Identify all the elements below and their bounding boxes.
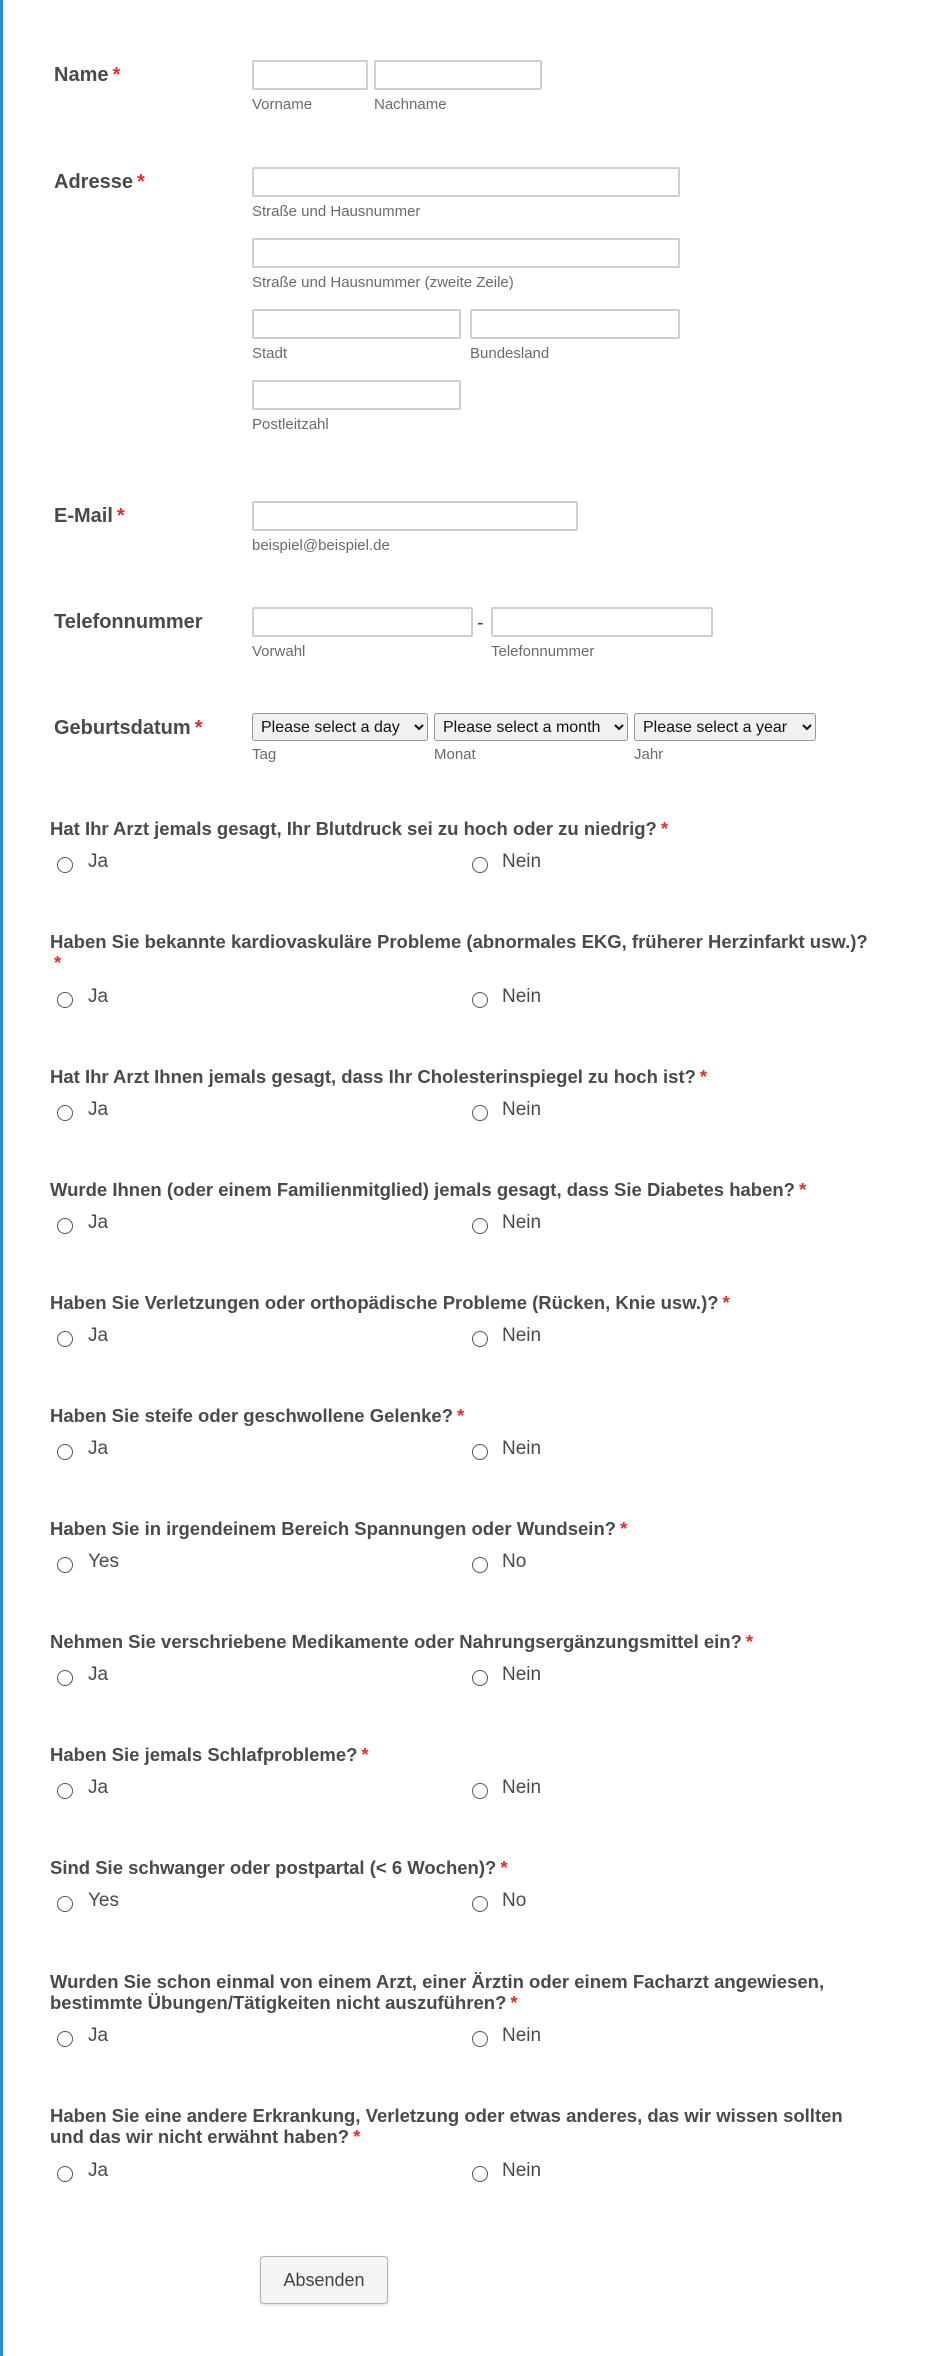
radio-yes[interactable] [57, 2166, 73, 2182]
radio-yes[interactable] [57, 1896, 73, 1912]
radio-yes[interactable] [57, 1783, 73, 1799]
radio-no[interactable] [472, 2166, 488, 2182]
radio-yes[interactable] [57, 1670, 73, 1686]
question-text: Wurden Sie schon einmal von einem Arzt, einer Ärztin oder einem Facharzt angewiesen, bestimmte Übungen/Tätigkeiten nicht auszuführen? * [50, 1971, 825, 2013]
question-text: Sind Sie schwanger oder postpartal (< 6 Wochen)? * [50, 1857, 508, 1878]
question-text: Haben Sie in irgendeinem Bereich Spannungen oder Wundsein? * [50, 1518, 628, 1539]
required-marker: * [361, 1744, 369, 1765]
question-text: Haben Sie bekannte kardiovaskuläre Probleme (abnormales EKG, früherer Herzinfarkt usw.)?* [50, 931, 868, 973]
option-label-no: Nein [502, 1664, 542, 1685]
street2-input[interactable] [252, 238, 680, 268]
state-input[interactable] [470, 309, 680, 339]
submit-button[interactable]: Absenden [260, 2256, 388, 2304]
radio-yes[interactable] [57, 1331, 73, 1347]
radio-no[interactable] [472, 1670, 488, 1686]
radio-no[interactable] [472, 1105, 488, 1121]
required-marker: * [353, 2126, 361, 2147]
option-label-yes: Ja [88, 2160, 109, 2181]
required-marker: * [457, 1405, 465, 1426]
option-label-no: Nein [502, 1777, 542, 1798]
required-marker: * [116, 505, 125, 527]
radio-no[interactable] [472, 1218, 488, 1234]
street-input[interactable] [252, 167, 680, 197]
birth-year-select[interactable] [634, 713, 816, 741]
birth-month-select[interactable] [434, 713, 628, 741]
phone-label: Telefonnummer [54, 611, 203, 633]
question-text: Haben Sie eine andere Erkrankung, Verletzung oder etwas anderes, das wir wissen sollten und das wir nicht erwähnt haben? * [50, 2105, 843, 2147]
radio-no[interactable] [472, 1444, 488, 1460]
last-name-sublabel: Nachname [374, 96, 447, 113]
phone-number-sublabel: Telefonnummer [491, 643, 595, 660]
option-label-no: Nein [502, 986, 542, 1007]
question-text: Nehmen Sie verschriebene Medikamente oder Nahrungsergänzungsmittel ein? * [50, 1631, 754, 1652]
option-label-yes: Ja [88, 2025, 109, 2046]
option-label-no: No [502, 1551, 527, 1572]
required-marker: * [136, 171, 145, 193]
email-input[interactable] [252, 501, 578, 531]
first-name-sublabel: Vorname [252, 96, 313, 113]
birth-day-select[interactable] [252, 713, 428, 741]
question-text: Haben Sie steife oder geschwollene Gelenke? * [50, 1405, 465, 1426]
radio-no[interactable] [472, 1331, 488, 1347]
phone-dash: - [477, 612, 484, 634]
address-label: Adresse * [54, 171, 145, 193]
radio-no[interactable] [472, 1557, 488, 1573]
question-text: Haben Sie Verletzungen oder orthopädische Probleme (Rücken, Knie usw.)? * [50, 1292, 730, 1313]
option-label-no: No [502, 1890, 527, 1911]
option-label-no: Nein [502, 2160, 542, 2181]
birth-day-sublabel: Tag [252, 746, 277, 763]
name-label: Name * [54, 64, 121, 86]
option-label-yes: Ja [88, 1777, 109, 1798]
zip-sublabel: Postleitzahl [252, 416, 329, 433]
street-sublabel: Straße und Hausnummer [252, 203, 421, 220]
option-label-yes: Yes [88, 1890, 119, 1911]
email-label: E-Mail * [54, 505, 125, 527]
radio-yes[interactable] [57, 1218, 73, 1234]
option-label-no: Nein [502, 1438, 542, 1459]
option-label-yes: Ja [88, 986, 109, 1007]
area-code-input[interactable] [252, 607, 473, 637]
last-name-input[interactable] [374, 60, 542, 90]
required-marker: * [112, 64, 121, 86]
birth-month-sublabel: Monat [434, 746, 476, 763]
required-marker: * [745, 1631, 754, 1652]
radio-yes[interactable] [57, 857, 73, 873]
radio-no[interactable] [472, 992, 488, 1008]
required-marker: * [500, 1857, 508, 1878]
question-text: Hat Ihr Arzt jemals gesagt, Ihr Blutdruck sei zu hoch oder zu niedrig? * [50, 818, 669, 839]
first-name-input[interactable] [252, 60, 368, 90]
option-label-yes: Ja [88, 1664, 109, 1685]
radio-yes[interactable] [57, 1105, 73, 1121]
phone-number-input[interactable] [491, 607, 713, 637]
radio-no[interactable] [472, 1896, 488, 1912]
option-label-no: Nein [502, 1325, 542, 1346]
required-marker: * [722, 1292, 730, 1313]
email-sublabel: beispiel@beispiel.de [252, 537, 390, 554]
option-label-yes: Ja [88, 1325, 109, 1346]
birthdate-label: Geburtsdatum * [54, 717, 203, 739]
required-marker: * [510, 1992, 518, 2013]
required-marker: * [660, 818, 669, 839]
question-text: Wurde Ihnen (oder einem Familienmitglied) jemals gesagt, dass Sie Diabetes haben? * [50, 1179, 807, 1200]
required-marker: * [799, 1179, 807, 1200]
option-label-yes: Ja [88, 1099, 109, 1120]
question-text: Haben Sie jemals Schlafprobleme? * [50, 1744, 369, 1765]
required-marker: * [54, 952, 62, 973]
state-sublabel: Bundesland [470, 345, 550, 362]
radio-yes[interactable] [57, 992, 73, 1008]
option-label-no: Nein [502, 1099, 542, 1120]
street2-sublabel: Straße und Hausnummer (zweite Zeile) [252, 274, 514, 291]
radio-yes[interactable] [57, 1557, 73, 1573]
city-sublabel: Stadt [252, 345, 288, 362]
required-marker: * [620, 1518, 628, 1539]
option-label-yes: Yes [88, 1551, 119, 1572]
radio-yes[interactable] [57, 1444, 73, 1460]
option-label-yes: Ja [88, 851, 109, 872]
birth-year-sublabel: Jahr [634, 746, 664, 763]
radio-no[interactable] [472, 857, 488, 873]
radio-no[interactable] [472, 1783, 488, 1799]
option-label-no: Nein [502, 2025, 542, 2046]
radio-yes[interactable] [57, 2031, 73, 2047]
area-code-sublabel: Vorwahl [252, 643, 306, 660]
option-label-no: Nein [502, 1212, 542, 1233]
option-label-no: Nein [502, 851, 542, 872]
question-text: Hat Ihr Arzt Ihnen jemals gesagt, dass Ihr Cholesterinspiegel zu hoch ist? * [50, 1066, 708, 1087]
required-marker: * [194, 717, 203, 739]
radio-no[interactable] [472, 2031, 488, 2047]
zip-input[interactable] [252, 380, 461, 410]
option-label-yes: Ja [88, 1212, 109, 1233]
required-marker: * [699, 1066, 708, 1087]
city-input[interactable] [252, 309, 461, 339]
option-label-yes: Ja [88, 1438, 109, 1459]
